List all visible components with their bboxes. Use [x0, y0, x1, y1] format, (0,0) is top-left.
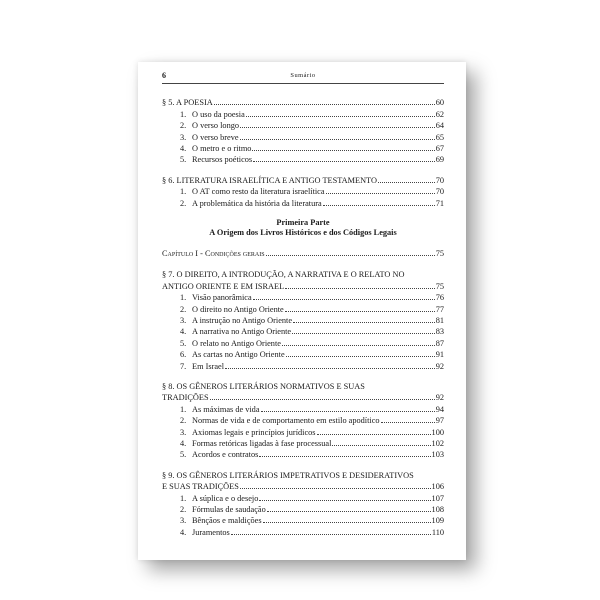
part-label: Primeira Parte — [276, 218, 330, 228]
item-number: 3. — [180, 315, 187, 325]
part-title: A Origem dos Livros Históricos e dos Códigos Legais — [209, 228, 397, 238]
section-page: 75 — [435, 281, 444, 291]
section-heading — [162, 281, 444, 292]
section-page: 92 — [435, 393, 444, 403]
item-title: Formas retóricas ligadas à fase processual — [192, 438, 332, 448]
item-number: 4. — [180, 327, 187, 337]
leader-dots — [323, 205, 435, 206]
toc-item — [162, 361, 444, 372]
item-title: O verso breve — [192, 132, 239, 142]
item-title: A narrativa no Antigo Oriente — [192, 327, 292, 337]
item-number: 2. — [180, 416, 187, 426]
leader-dots — [231, 534, 431, 535]
item-title: O uso da poesia — [192, 109, 245, 119]
item-page: 76 — [435, 293, 444, 303]
leader-dots — [259, 456, 430, 457]
item-page: 107 — [431, 493, 444, 503]
toc-item — [162, 404, 444, 415]
item-page: 62 — [435, 109, 444, 119]
item-page: 94 — [435, 404, 444, 414]
leader-dots — [252, 150, 434, 151]
toc-item — [162, 315, 444, 326]
toc-item — [162, 493, 444, 504]
item-number: 4. — [180, 527, 187, 537]
item-number: 2. — [180, 505, 187, 514]
item-title: Acordos e contratos — [192, 450, 259, 460]
toc-item — [162, 504, 444, 515]
item-number: 1. — [180, 493, 187, 503]
toc-item — [162, 338, 444, 349]
leader-dots — [246, 116, 435, 117]
chapter-entry — [162, 248, 444, 259]
toc-section — [162, 381, 444, 461]
leader-dots — [210, 399, 435, 400]
toc-section — [162, 470, 444, 538]
item-page: 92 — [435, 361, 444, 371]
leader-dots — [214, 104, 435, 105]
toc-item — [162, 527, 444, 538]
item-number: 5. — [180, 450, 187, 460]
section-heading — [162, 481, 444, 492]
item-number: 2. — [180, 304, 187, 314]
leader-dots — [240, 488, 431, 489]
toc-section — [162, 175, 444, 209]
item-page: 81 — [435, 315, 444, 325]
item-title: Axiomas legais e princípios jurídicos — [192, 427, 316, 437]
section-heading — [162, 392, 444, 403]
item-page: 102 — [431, 438, 444, 448]
section-title-line2: E SUAS TRADIÇÕES — [162, 482, 239, 492]
item-number: 1. — [180, 404, 187, 414]
item-title: A súplica e o desejo — [192, 493, 259, 503]
section-title-line1: § 7. O DIREITO, A INTRODUÇÃO, A NARRATIVA E O RELATO NO — [162, 270, 405, 280]
toc-item — [162, 143, 444, 154]
item-page: 70 — [435, 187, 444, 197]
leader-dots — [240, 139, 435, 140]
item-title: Bênçãos e maldições — [192, 516, 262, 526]
toc-section — [162, 269, 444, 372]
toc-block-a — [162, 97, 444, 209]
item-number: 6. — [180, 350, 187, 360]
toc-item — [162, 120, 444, 131]
item-title: A problemática da história da literatura — [192, 198, 322, 208]
item-page: 103 — [431, 450, 444, 460]
item-number: 3. — [180, 427, 187, 437]
toc-item — [162, 349, 444, 360]
leader-dots — [267, 511, 431, 512]
leader-dots — [286, 356, 435, 357]
leader-dots — [253, 161, 435, 162]
page-number: 6 — [162, 71, 166, 80]
item-title: Juramentos — [192, 527, 230, 537]
leader-dots — [292, 333, 435, 334]
chapter-label: Capítulo I - Condições gerais — [162, 248, 265, 258]
leader-dots — [293, 322, 435, 323]
leader-dots — [263, 522, 431, 523]
item-title: O verso longo — [192, 121, 240, 131]
leader-dots — [253, 299, 435, 300]
item-number: 4. — [180, 438, 187, 448]
item-number: 5. — [180, 338, 187, 348]
section-page: 60 — [435, 98, 444, 108]
toc-item — [162, 132, 444, 143]
item-title: O direito no Antigo Oriente — [192, 304, 284, 314]
toc-block-b — [162, 269, 444, 538]
toc-item — [162, 198, 444, 209]
section-heading — [162, 97, 444, 108]
item-page: 64 — [435, 121, 444, 131]
leader-dots — [285, 311, 435, 312]
section-page: 106 — [431, 482, 444, 492]
item-title: O AT como resto da literatura israelítica — [192, 187, 325, 197]
item-title: A instrução no Antigo Oriente — [192, 315, 293, 325]
toc-item — [162, 292, 444, 303]
item-page: 91 — [435, 350, 444, 360]
item-number: 3. — [180, 132, 187, 142]
item-page: 110 — [431, 527, 444, 537]
leader-dots — [332, 445, 430, 446]
running-title: Sumário — [290, 72, 316, 79]
toc-item — [162, 427, 444, 438]
item-number: 1. — [180, 109, 187, 119]
section-title-line1: § 8. OS GÊNEROS LITERÁRIOS NORMATIVOS E SUAS — [162, 381, 365, 391]
item-page: 97 — [435, 416, 444, 426]
part-heading — [162, 218, 444, 239]
leader-dots — [282, 345, 435, 346]
toc-item — [162, 326, 444, 337]
toc-item — [162, 449, 444, 460]
item-number: 1. — [180, 293, 187, 303]
book-page — [138, 62, 466, 560]
leader-dots — [266, 255, 435, 256]
page-header — [162, 70, 444, 84]
item-page: 77 — [435, 304, 444, 314]
item-title: Normas de vida e de comportamento em estilo apodítico — [192, 416, 380, 426]
leader-dots — [326, 193, 435, 194]
item-page: 65 — [435, 132, 444, 142]
toc-item — [162, 415, 444, 426]
leader-dots — [317, 434, 431, 435]
item-title: Visão panorâmica — [192, 293, 252, 303]
toc-item — [162, 109, 444, 120]
leader-dots — [285, 288, 435, 289]
section-title: § 6. LITERATURA ISRAELÍTICA E ANTIGO TESTAMENTO — [162, 175, 377, 185]
item-page: 67 — [435, 144, 444, 154]
item-title: As cartas no Antigo Oriente — [192, 350, 285, 360]
leader-dots — [259, 500, 430, 501]
item-title: As máximas de vida — [192, 404, 260, 414]
item-title: Fórmulas de saudação — [192, 505, 266, 514]
item-title: Recursos poéticos — [192, 155, 253, 165]
section-title-line1: § 9. OS GÊNEROS LITERÁRIOS IMPETRATIVOS E DESIDERATIVOS — [162, 470, 414, 480]
item-title: O relato no Antigo Oriente — [192, 338, 281, 348]
section-title: § 5. A POESIA — [162, 98, 213, 108]
toc-item — [162, 515, 444, 526]
item-title: Em Israel — [192, 361, 225, 371]
section-heading — [162, 175, 444, 186]
toc-item — [162, 304, 444, 315]
item-number: 1. — [180, 187, 187, 197]
toc-section — [162, 97, 444, 165]
item-page: 108 — [431, 505, 444, 514]
item-page: 69 — [435, 155, 444, 165]
item-page: 87 — [435, 338, 444, 348]
chapter-page: 75 — [435, 248, 444, 258]
leader-dots — [225, 368, 435, 369]
item-number: 2. — [180, 121, 187, 131]
leader-dots — [378, 182, 435, 183]
item-page: 100 — [431, 427, 444, 437]
item-page: 83 — [435, 327, 444, 337]
toc-item — [162, 186, 444, 197]
leader-dots — [381, 422, 435, 423]
item-page: 109 — [431, 516, 444, 526]
item-number: 4. — [180, 144, 187, 154]
item-page: 71 — [435, 198, 444, 208]
item-number: 2. — [180, 198, 187, 208]
item-number: 3. — [180, 516, 187, 526]
item-title: O metro e o ritmo — [192, 144, 252, 154]
section-page: 70 — [435, 175, 444, 185]
leader-dots — [240, 127, 435, 128]
toc-item — [162, 438, 444, 449]
toc-item — [162, 154, 444, 165]
leader-dots — [261, 411, 435, 412]
item-number: 7. — [180, 361, 187, 371]
section-title-line2: ANTIGO ORIENTE E EM ISRAEL — [162, 281, 285, 291]
section-title-line2: TRADIÇÕES — [162, 393, 209, 403]
item-number: 5. — [180, 155, 187, 165]
